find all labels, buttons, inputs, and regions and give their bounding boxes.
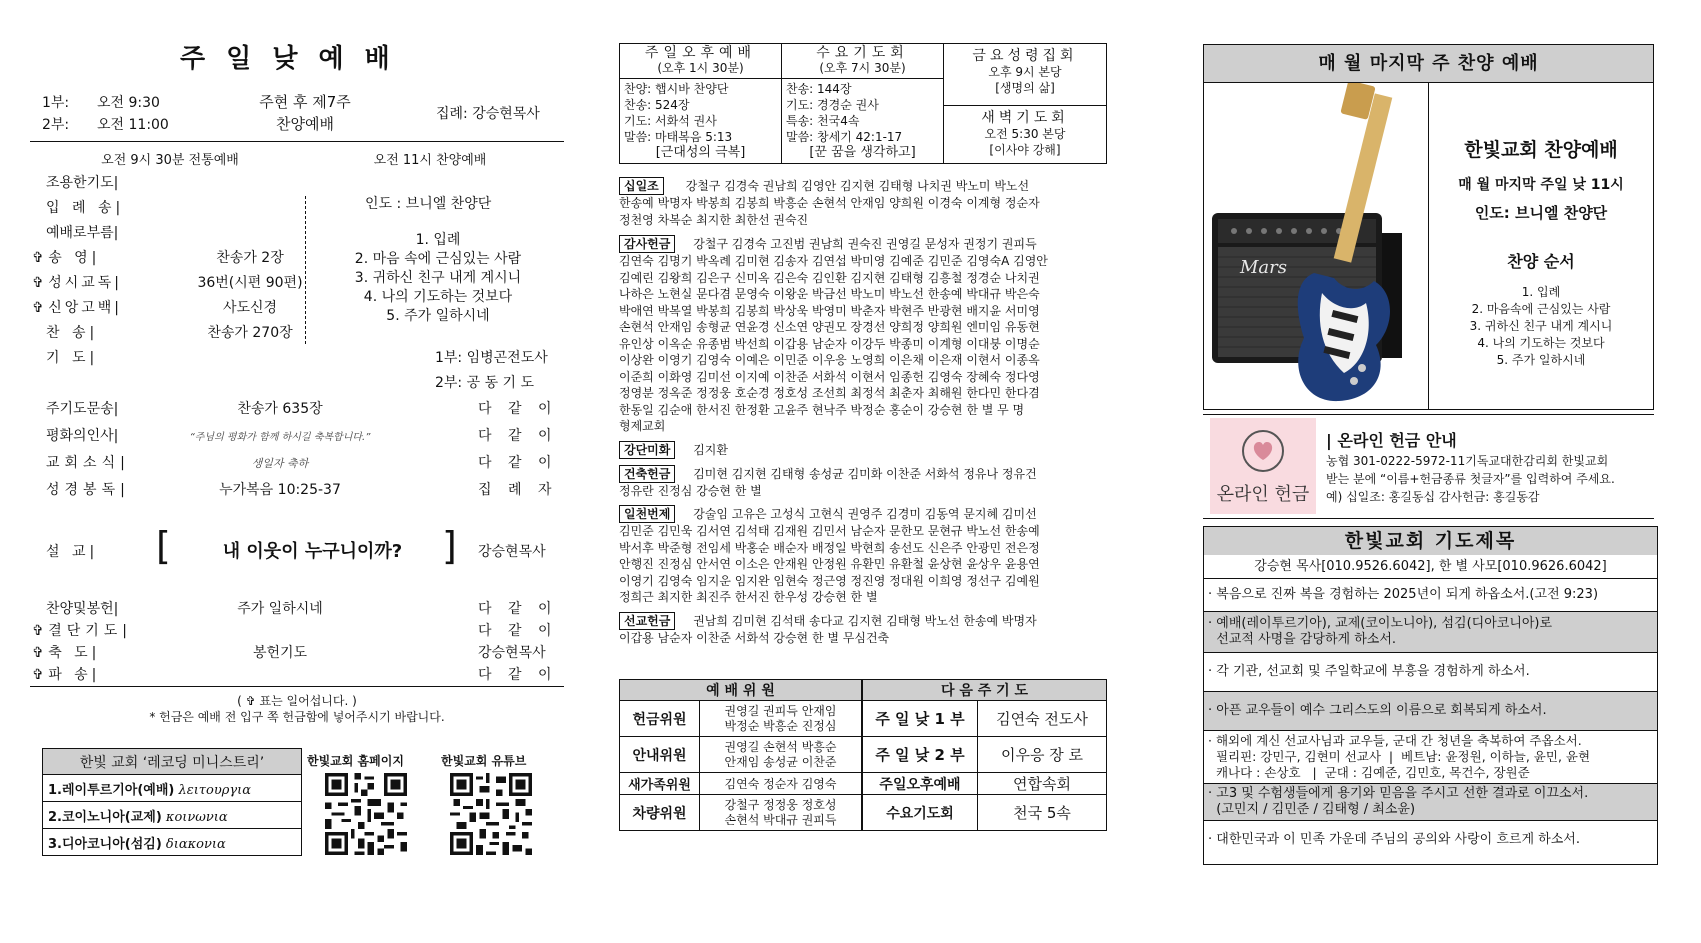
offering-label: 건축헌금 xyxy=(619,465,675,483)
order-right: 다 같 이 xyxy=(478,601,558,617)
sermon-title: 내 이웃이 누구니이까? xyxy=(222,541,403,562)
stand-icon: ✞ xyxy=(32,250,44,266)
order-right: 강승현목사 xyxy=(478,645,546,661)
prayer-item: · 해외에 계신 선교사님과 교우들, 군대 간 청년을 축복하여 주옵소서. 필리핀: 강민구, 김현미 선교사 | 베트남: 윤정원, 이하늘, 윤민, 윤현 캐나다 : 손상호 | 군대 : 김예준, 김민호, 목건수, 장원준 xyxy=(1204,731,1657,784)
order-value: 봉헌기도 xyxy=(252,645,308,661)
offering-flowers: 강단미화 김지환 xyxy=(619,441,1109,459)
youtube-qr-code[interactable] xyxy=(450,773,532,855)
committee-role: 헌금위원 xyxy=(620,701,700,737)
prayer-item: · 복음으로 진짜 복을 경험하는 2025년이 되게 하옵소서.(고전 9:23) xyxy=(1204,579,1657,612)
qr-label-homepage: 한빛교회 홈페이지 xyxy=(307,754,404,768)
order-value: 주가 일하시네 xyxy=(237,601,323,617)
friday-dawn-cell xyxy=(944,44,1107,164)
offering-thanks: 감사헌금 강철구 김경숙 고진범 권남희 권숙진 권영길 문성자 권정기 권피득 김연숙 김명기 박옥례 김미현 김송자 김연섭 박미영 김예준 김민준 김영숙A 김영안 김예린 김왕희 김은구 신미옥 김은숙 김인환 김지현 김태형 김흥철 정경순 나치권 나하은 노현실 문다겸 문영숙 이왕운 박금선 박노미 박노선 한송예 박대규 박은숙 박애연 박복열 박봉희 김봉희 박상욱 박영미 박춘자 박현주 반광현 배지윤 서미영 손현석 안재임 송형균 연윤경 신소연 양권모 장경선 양희정 양희원 엔미임 유동현 유인상 이옥순 유종범 박선희 이갑용 남순자 이강두 박종미 이계형 이대붕 이명순 이상완 이영기 김영숙 이예은 이민준 이우응 노영희 이은채 이은재 이현서 이종옥 이준희 이화영 김미선 이지예 이찬준 서화석 이현서 임종헌 김영숙 장혜숙 정다영 정영분 정옥준 정정웅 호순경 정호성 조선희 최정석 최춘자 최해원 한다민 한다겸 한동일 김순애 한서진 한정환 고윤주 현낙주 박정순 홍순이 강승현 한 별 무 명 형제교회 xyxy=(619,237,1048,433)
committee-names: 강철구 정정웅 정호성 손현석 박대규 권피득 xyxy=(700,795,862,831)
ministry-table xyxy=(42,748,302,856)
offering-tithe: 십일조 강철구 김경숙 권남희 김영안 김지현 김태형 나치권 박노미 박노선 한송예 박명자 박봉희 김봉희 박흥순 손현석 안재임 양희원 이경숙 이계형 정순자 정천영 차복순 최지한 최한선 권숙진 xyxy=(619,179,1040,227)
afternoon-service-head: 주일오후예배 (오후 1시 30분) xyxy=(620,44,782,79)
offering-label: 선교헌금 xyxy=(619,612,675,630)
online-title: | 온라인 헌금 안내 xyxy=(1326,431,1457,450)
divider xyxy=(30,141,564,142)
next-value: 천국 5속 xyxy=(978,795,1107,831)
order-right: 다 같 이 xyxy=(478,428,558,444)
next-value: 이우응 장 로 xyxy=(978,737,1107,773)
order-row: ✞ 신앙고백| xyxy=(32,300,123,316)
song-item: 3. 귀하신 친구 내게 계시니 xyxy=(1469,319,1613,333)
next-week-prayer-table xyxy=(862,679,1107,831)
praise-when: 매 월 마지막 주일 낮 11시 xyxy=(1458,177,1624,193)
ministry-row: 2.코이노니아(교제) κοινωνια xyxy=(43,802,302,829)
prayer-item: · 고3 및 수험생들에게 용기와 믿음을 주시고 선한 결과로 이끄소서. (고민지 / 김민준 / 김태형 / 최소윤) xyxy=(1204,784,1657,821)
prayer-2: 2부: 공 동 기 도 xyxy=(435,375,535,391)
song-item: 5. 주가 일하시네 xyxy=(1496,353,1586,367)
ministry-title: 한빛 교회 ‘레코딩 미니스트리’ xyxy=(43,749,302,775)
order-right: 다 같 이 xyxy=(478,401,558,417)
order-right: 집 례 자 xyxy=(478,482,558,498)
prayer-item: · 아픈 교우들이 예수 그리스도의 이름으로 회복되게 하소서. xyxy=(1204,692,1657,731)
praise-title: 찬양예배 xyxy=(276,115,334,133)
wednesday-service-head: 수요기도회 (오후 7시 30분) xyxy=(782,44,944,79)
committee-role: 새가족위원 xyxy=(620,773,700,795)
friday-sub: [생명의 삶] xyxy=(995,81,1055,95)
prayer-box xyxy=(1203,526,1658,865)
offering-building: 건축헌금 김미현 김지현 김태형 송성균 김미화 이찬준 서화석 정유나 정유건 정유란 진정심 강승현 한 별 xyxy=(619,466,1037,498)
order-row: 찬양및봉헌| xyxy=(46,601,119,617)
online-divider-top xyxy=(1203,414,1654,415)
order-value: 36번(시편 90편) xyxy=(197,275,303,291)
order-row: 찬 송| xyxy=(46,325,99,341)
stand-icon: ✞ xyxy=(32,275,44,291)
order-value: 사도신경 xyxy=(222,300,278,316)
order-row: ✞ 송 영| xyxy=(32,250,101,266)
committee-table xyxy=(619,679,862,831)
order-right: 다 같 이 xyxy=(478,623,558,639)
order-right: 다 같 이 xyxy=(478,455,558,471)
order-row: 기 도| xyxy=(46,350,99,366)
next-key: 주일오후예배 xyxy=(863,773,978,795)
stand-icon: ✞ xyxy=(32,645,44,661)
time-value-1: 오전 9:30 xyxy=(97,95,160,111)
col-head-praise: 오전 11시 찬양예배 xyxy=(373,153,487,168)
service-schedule-table xyxy=(619,43,1107,164)
praise-order-title: 찬양 순서 xyxy=(1507,252,1575,271)
offering-label: 일천번제 xyxy=(619,505,675,523)
time-value-2: 오전 11:00 xyxy=(97,117,169,133)
order-row: 입 례 송| xyxy=(46,200,125,216)
online-account: 농협 301-0222-5972-11기독교대한감리회 한빛교회 xyxy=(1326,454,1609,468)
order-row: 주기도문송| xyxy=(46,401,119,417)
dashed-divider xyxy=(305,196,306,344)
page-title: 주 일 낮 예 배 xyxy=(180,44,396,74)
prayer-title: 한빛교회 기도제목 xyxy=(1204,527,1657,555)
prayer-item: · 각 기관, 선교회 및 주일학교에 부흥을 경험하게 하소서. xyxy=(1204,653,1657,692)
online-instruction: 받는 분에 “이름+헌금종류 첫글자”를 입력하여 주세요. xyxy=(1326,472,1615,486)
committee-role: 안내위원 xyxy=(620,737,700,773)
guitar-photo xyxy=(1204,83,1429,409)
order-row: 예배로부름| xyxy=(46,225,119,241)
friday-title: 금요성령집회 xyxy=(972,48,1078,64)
homepage-qr-code[interactable] xyxy=(325,773,407,855)
praise-banner: 매 월 마지막 주 찬양 예배 xyxy=(1204,45,1653,83)
song-item: 1. 입례 xyxy=(415,232,461,248)
stand-note: ( ✞ 표는 일어섭니다. ) xyxy=(237,694,357,708)
heart-coin-icon xyxy=(1240,428,1286,474)
sermon-bracket-right: ] xyxy=(442,524,457,568)
order-value: 찬송가 2장 xyxy=(216,250,284,266)
song-item: 5. 주가 일하시네 xyxy=(386,308,490,324)
prayer-item: · 예배(레이투르기아), 교제(코이노니아), 섬김(디아코니아)로 선교적 사명을 감당하게 하소서. xyxy=(1204,612,1657,653)
order-value: 찬송가 635장 xyxy=(237,401,323,417)
song-item: 3. 귀하신 친구 내게 계시니 xyxy=(354,270,522,286)
stand-icon: ✞ xyxy=(32,300,44,316)
committee-names: 권영길 손현석 박흥순 안재임 송성균 이찬준 xyxy=(700,737,862,773)
praise-box xyxy=(1203,44,1654,410)
next-key: 주 일 낮 1 부 xyxy=(863,701,978,737)
praise-intro: 인도 : 브니엘 찬양단 xyxy=(365,196,492,212)
order-row: ✞ 파 송| xyxy=(32,667,101,683)
offering-label: 감사헌금 xyxy=(619,235,675,253)
committee-role: 차량위원 xyxy=(620,795,700,831)
sermon-label: 설 교| xyxy=(46,544,99,560)
prayer-item: · 대한민국과 이 민족 가운데 주님의 공의와 사랑이 흐르게 하소서. xyxy=(1208,832,1580,847)
order-row: ✞ 축 도| xyxy=(32,645,101,661)
divider xyxy=(30,686,564,687)
online-divider-bottom xyxy=(1203,518,1654,519)
online-offering-badge xyxy=(1210,418,1316,514)
next-value: 김연숙 전도사 xyxy=(978,701,1107,737)
dawn-sub: [이사야 강해] xyxy=(989,143,1061,157)
song-item: 4. 나의 기도하는 것보다 xyxy=(1477,336,1605,350)
song-item: 1. 입례 xyxy=(1521,285,1561,299)
amp-brand: Mars xyxy=(1240,257,1288,278)
offering-mission: 선교헌금 권남희 김미현 김석태 송다교 김지현 김태형 박노선 한송예 박명자 이갑용 남순자 이찬준 서화석 강승현 한 별 무심건축 xyxy=(619,613,1037,645)
prayer-contacts: 강승현 목사[010.9526.6042], 한 별 사모[010.9626.6042] xyxy=(1204,555,1657,579)
prayer-1: 1부: 임병곤전도사 xyxy=(435,350,548,366)
next-head: 다 음 주 기 도 xyxy=(863,680,1107,701)
next-value: 연합속회 xyxy=(978,773,1107,795)
time-label-2: 2부: xyxy=(42,117,70,133)
dawn-title: 새벽기도회 xyxy=(981,110,1069,126)
order-row: ✞ 결단기도| xyxy=(32,623,133,639)
praise-church: 한빛교회 찬양예배 xyxy=(1464,139,1618,161)
praise-info xyxy=(1430,83,1652,409)
col-head-traditional: 오전 9시 30분 전통예배 xyxy=(101,153,239,168)
song-item: 2. 마음 속에 근심있는 사람 xyxy=(354,251,522,267)
offering-label: 강단미화 xyxy=(619,441,675,459)
wednesday-service-body: 찬송: 144장 기도: 경경순 권사 특송: 천국4속 말씀: 창세기 42:1-17 [꾼 꿈을 생각하고] xyxy=(782,79,944,164)
sermon-bracket-left: [ xyxy=(156,524,171,568)
dawn-time: 오전 5:30 본당 xyxy=(984,127,1066,141)
order-value: 찬송가 270장 xyxy=(207,325,293,341)
committee-names: 권영길 권피득 안재임 박정순 박흥순 진정심 xyxy=(700,701,862,737)
offering-lists xyxy=(619,177,1109,646)
ministry-row: 1.레이투르기아(예배) λειτουργια xyxy=(43,775,302,802)
order-row: ✞ 성시교독| xyxy=(32,275,123,291)
praise-order-list xyxy=(1430,284,1652,369)
offering-label: 십일조 xyxy=(619,177,664,195)
afternoon-service-body: 찬양: 햅시바 찬양단 찬송: 524장 기도: 서화석 권사 말씀: 마태복음 5:13 [근대성의 극복] xyxy=(620,79,782,164)
order-row: 평화의인사| xyxy=(46,428,119,444)
order-right: 다 같 이 xyxy=(478,667,558,683)
friday-time: 오후 9시 본당 xyxy=(988,65,1062,79)
qr-label-youtube: 한빛교회 유튜브 xyxy=(441,754,527,768)
order-value: 생일자 축하 xyxy=(251,457,309,470)
offering-thousand: 일천번제 강술임 고유은 고성식 고현식 권영주 김경미 김동역 문지혜 김미선 김민준 김민욱 김서연 김석태 김재원 김민서 남순자 문한모 문현규 박노선 한송예 박서후 박준형 전임세 박홍순 배순자 배정일 박현희 송선도 신은주 안광민 전은정 안행진 진정심 안서연 이소은 안재원 안정원 유환민 유환철 윤상현 윤상우 윤용연 이영기 김영숙 임지운 임지완 임현숙 정근영 정진영 정대원 이희영 정선구 김예원 정희근 최지한 최진주 한서진 한우성 강승현 한 별 xyxy=(619,507,1040,604)
song-item: 4. 나의 기도하는 것보다 xyxy=(363,289,513,305)
praise-songs xyxy=(328,231,548,326)
next-key: 수요기도회 xyxy=(863,795,978,831)
order-row: 조용한기도| xyxy=(46,175,119,191)
next-key: 주 일 낮 2 부 xyxy=(863,737,978,773)
online-badge-label: 온라인 헌금 xyxy=(1216,484,1310,505)
week-title: 주현 후 제7주 xyxy=(259,93,351,111)
stand-icon: ✞ xyxy=(32,623,44,639)
committee-names: 김연숙 정순자 김영숙 xyxy=(700,773,862,795)
leader: 집례: 강승현목사 xyxy=(436,106,540,122)
online-example: 예) 십일조: 홍길동십 감사헌금: 홍길동감 xyxy=(1326,490,1540,504)
order-value: 누가복음 10:25-37 xyxy=(219,482,341,498)
praise-leader: 인도: 브니엘 찬양단 xyxy=(1474,204,1608,222)
stand-icon: ✞ xyxy=(32,667,44,683)
sermon-preacher: 강승현목사 xyxy=(478,544,546,560)
order-row: 성경봉독| xyxy=(46,482,130,498)
ministry-row: 3.디아코니아(섬김) διακονια xyxy=(43,829,302,856)
offering-note: * 헌금은 예배 전 입구 쪽 헌금함에 넣어주시기 바랍니다. xyxy=(149,710,445,724)
time-label-1: 1부: xyxy=(42,95,70,111)
song-item: 2. 마음속에 근심있는 사람 xyxy=(1471,302,1611,316)
order-row: 교회소식| xyxy=(46,455,130,471)
committee-head: 예 배 위 원 xyxy=(620,680,862,701)
order-value: “주님의 평화가 함께 하시길 축복합니다.” xyxy=(189,432,371,443)
